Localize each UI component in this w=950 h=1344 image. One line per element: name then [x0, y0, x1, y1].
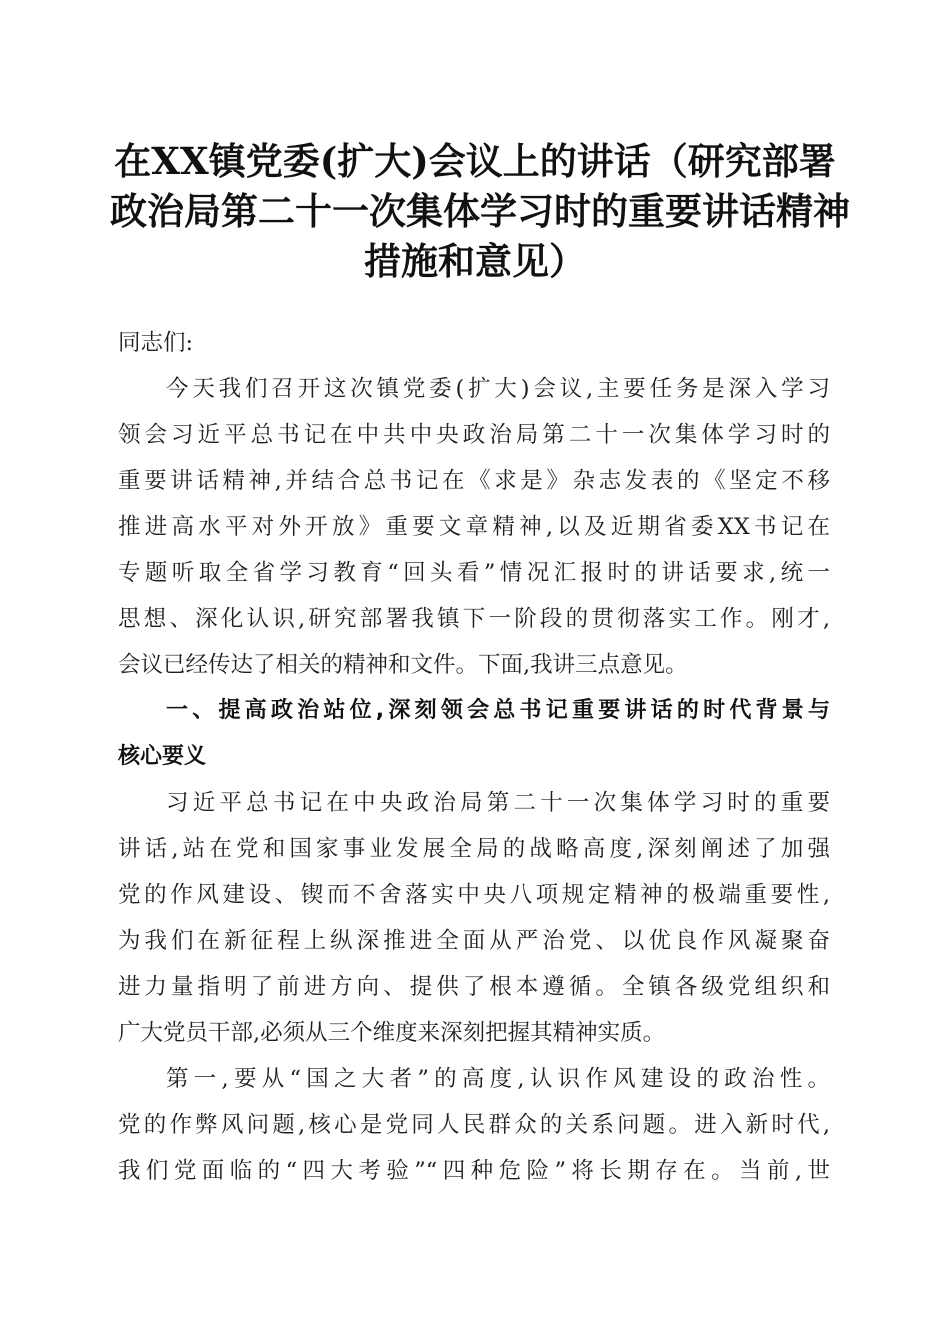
section-heading: 核心要义 [118, 744, 207, 769]
paragraph-line: 进力量指明了前进方向、提供了根本遵循。全镇各级党组织和 [118, 974, 830, 1000]
paragraph-line: 党的作风建设、锲而不舍落实中央八项规定精神的极端重要性, [118, 882, 830, 908]
document-title [110, 136, 850, 286]
paragraph-line: 重要讲话精神,并结合总书记在《求是》杂志发表的《坚定不移 [118, 468, 830, 494]
paragraph-line: 专题听取全省学习教育“回头看”情况汇报时的讲话要求,统一 [118, 560, 830, 586]
paragraph-line: 思想、深化认识,研究部署我镇下一阶段的贯彻落实工作。刚才, [118, 606, 830, 632]
paragraph-line: 今天我们召开这次镇党委(扩大)会议,主要任务是深入学习 [166, 376, 830, 402]
paragraph-line: 我们党面临的“四大考验”“四种危险”将长期存在。当前,世 [118, 1158, 830, 1184]
paragraph-line: 广大党员干部,必须从三个维度来深刻把握其精神实质。 [118, 1020, 666, 1046]
title-line: 措施和意见） [364, 239, 586, 283]
document-body [118, 320, 830, 1194]
title-line: 政治局第二十一次集体学习时的重要讲话精神 [110, 189, 850, 233]
title-line: 在XX镇党委(扩大)会议上的讲话（研究部署 [114, 139, 836, 183]
paragraph-line: 讲话,站在党和国家事业发展全局的战略高度,深刻阐述了加强 [118, 836, 830, 862]
paragraph-line: 为我们在新征程上纵深推进全面从严治党、以优良作风凝聚奋 [118, 928, 830, 954]
paragraph-line: 党的作弊风问题,核心是党同人民群众的关系问题。进入新时代, [118, 1112, 830, 1138]
paragraph-line: 会议已经传达了相关的精神和文件。下面,我讲三点意见。 [118, 652, 688, 678]
salutation: 同志们: [118, 330, 194, 356]
section-heading: 一、提高政治站位,深刻领会总书记重要讲话的时代背景与 [166, 698, 830, 723]
paragraph-line: 习近平总书记在中央政治局第二十一次集体学习时的重要 [166, 790, 830, 816]
paragraph-line: 推进高水平对外开放》重要文章精神,以及近期省委XX书记在 [118, 514, 830, 540]
paragraph-line: 第一,要从“国之大者”的高度,认识作风建设的政治性。 [166, 1066, 830, 1092]
paragraph-line: 领会习近平总书记在中共中央政治局第二十一次集体学习时的 [118, 422, 830, 448]
